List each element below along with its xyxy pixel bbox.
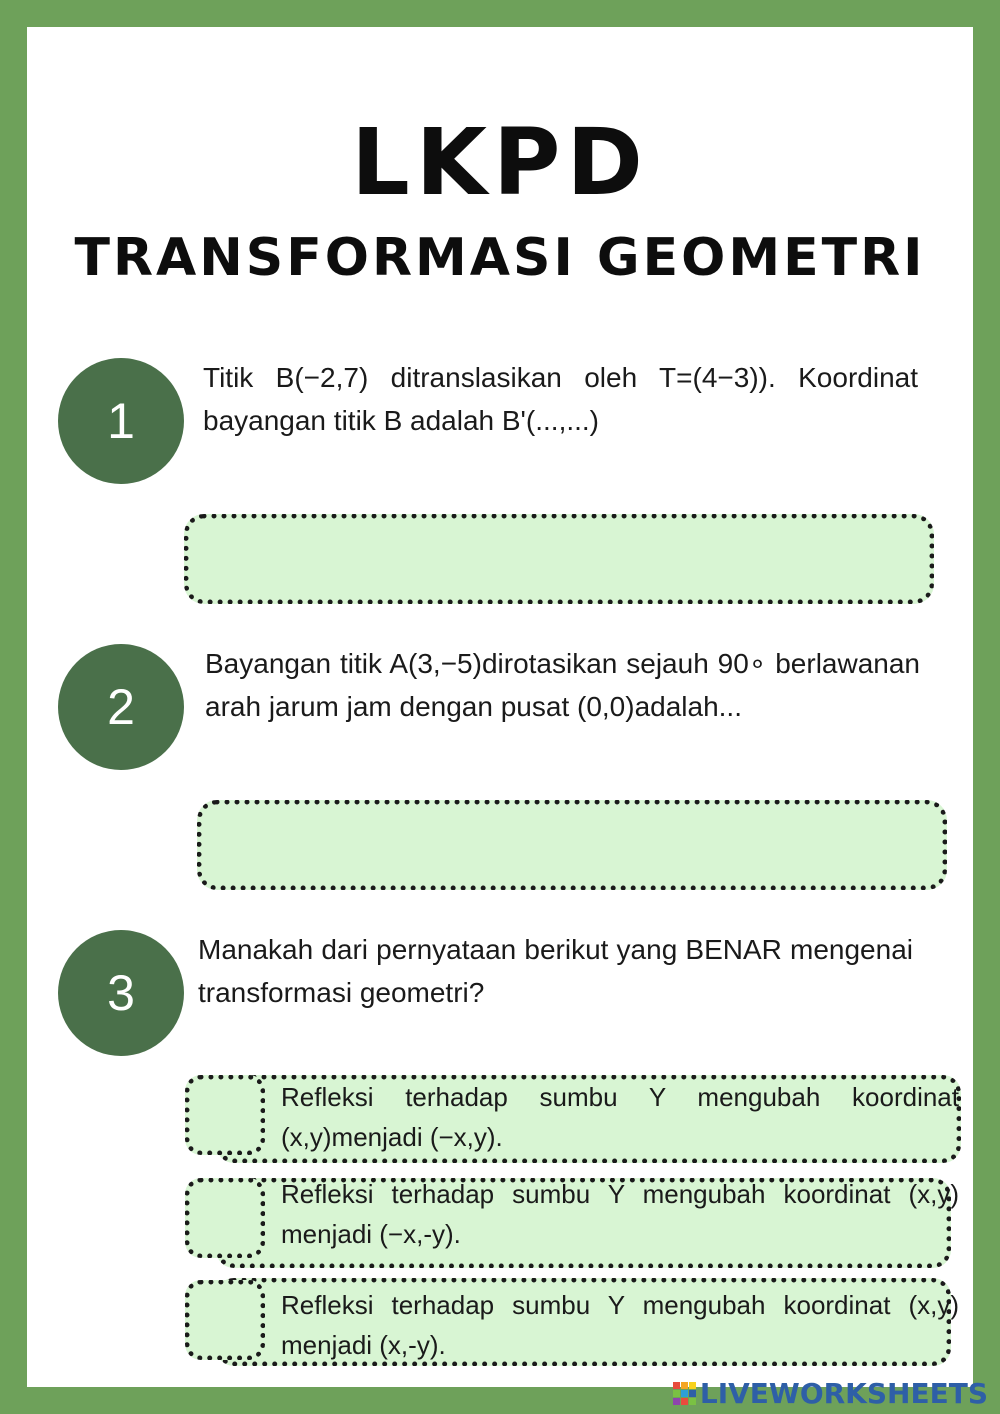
option-2-text: Refleksi terhadap sumbu Y mengubah koordinat (x,y) menjadi (−x,-y).	[281, 1179, 959, 1249]
question-number-3: 3	[58, 930, 184, 1056]
logo-square-5	[689, 1390, 696, 1397]
option-3-checkbox[interactable]	[185, 1280, 265, 1360]
logo-square-6	[673, 1398, 680, 1405]
liveworksheets-logo-icon	[673, 1382, 696, 1405]
logo-square-4	[681, 1390, 688, 1397]
question-3-text: Manakah dari pernyataan berikut yang BENAR mengenai transformasi geometri?	[198, 934, 913, 1008]
question-number-1: 1	[58, 358, 184, 484]
logo-square-1	[681, 1382, 688, 1389]
question-number-2: 2	[58, 644, 184, 770]
logo-square-3	[673, 1390, 680, 1397]
option-1-checkbox[interactable]	[185, 1075, 265, 1155]
logo-square-7	[681, 1398, 688, 1405]
logo-square-0	[673, 1382, 680, 1389]
logo-square-8	[689, 1398, 696, 1405]
question-1-text: Titik B(−2,7) ditranslasikan oleh T=(4−3)). Koordinat bayangan titik B adalah B'(...,...)	[203, 362, 918, 436]
logo-square-2	[689, 1382, 696, 1389]
liveworksheets-logo	[673, 1376, 988, 1410]
answer-field-1[interactable]	[184, 514, 934, 604]
option-1-text: Refleksi terhadap sumbu Y mengubah koordinat (x,y)menjadi (−x,y).	[281, 1082, 959, 1152]
page-subtitle: TRANSFORMASI GEOMETRI	[74, 228, 926, 288]
answer-field-2[interactable]	[197, 800, 947, 890]
option-2-checkbox[interactable]	[185, 1178, 265, 1258]
option-3-text: Refleksi terhadap sumbu Y mengubah koordinat (x,y) menjadi (x,-y).	[281, 1290, 959, 1360]
page-title: LKPD	[351, 109, 649, 216]
question-2-text: Bayangan titik A(3,−5)dirotasikan sejauh 90∘ berlawanan arah jarum jam dengan pusat (0,0)adalah...	[205, 648, 920, 722]
liveworksheets-wordmark: LIVEWORKSHEETS	[699, 1376, 988, 1410]
